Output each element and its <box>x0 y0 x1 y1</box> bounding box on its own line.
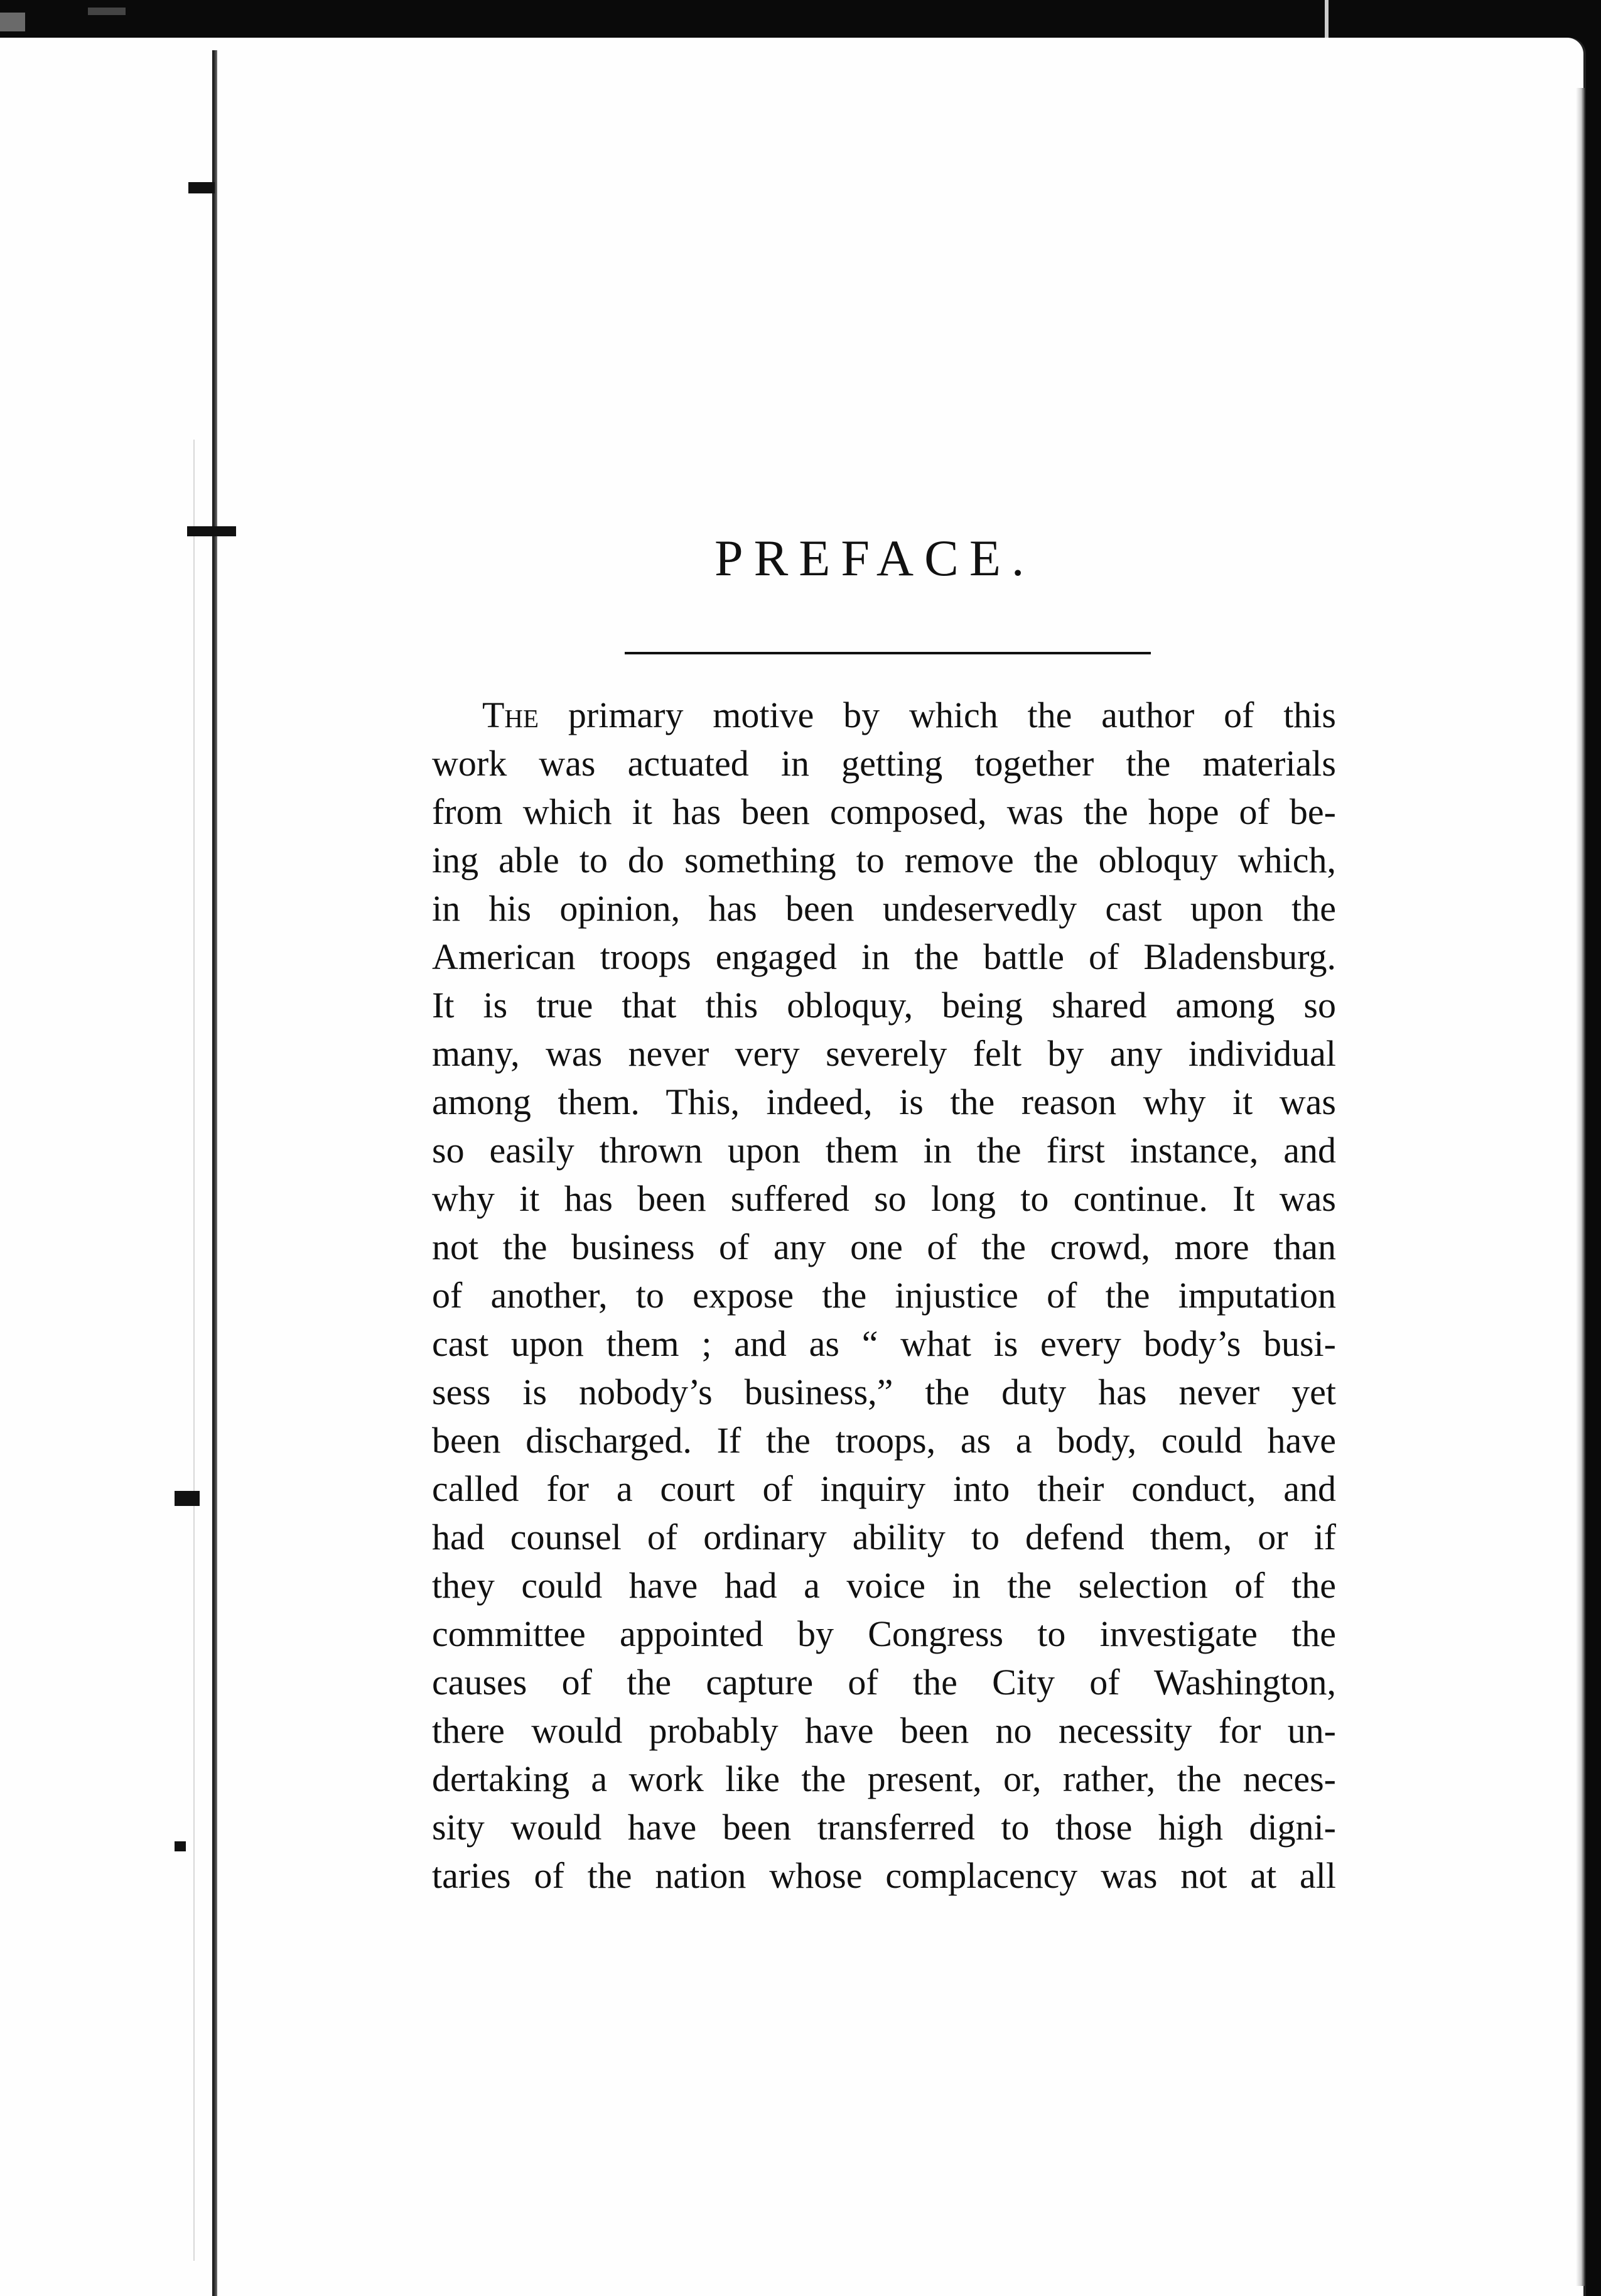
text-line: American troops engaged in the battle of Bladensburg. <box>432 936 1336 977</box>
text-line: causes of the capture of the City of Washington, <box>432 1662 1336 1703</box>
text-line: It is true that this obloquy, being shared among so <box>432 985 1336 1026</box>
text-line: from which it has been composed, was the hope of be- <box>432 791 1336 832</box>
page-edge-right <box>1576 88 1585 2286</box>
binding-gutter <box>212 50 217 2296</box>
text-line: so easily thrown upon them in the first instance, and <box>432 1130 1336 1171</box>
text-line: why it has been suffered so long to continue. It was <box>432 1178 1336 1219</box>
binding-mark <box>175 1841 186 1851</box>
text-line: committee appointed by Congress to investigate the <box>432 1613 1336 1654</box>
text-line: cast upon them ; and as “ what is every body’s busi- <box>432 1323 1336 1364</box>
text-line: among them. This, indeed, is the reason why it was <box>432 1081 1336 1122</box>
text-line: been discharged. If the troops, as a body, could have <box>432 1420 1336 1461</box>
drop-word: The <box>482 695 539 735</box>
binding-mark <box>175 1491 200 1506</box>
text-line: they could have had a voice in the selection of the <box>432 1565 1336 1606</box>
text-line: not the business of any one of the crowd, more than <box>432 1227 1336 1267</box>
text-line: sess is nobody’s business,” the duty has never yet <box>432 1372 1336 1412</box>
preface-body <box>432 691 1336 1900</box>
gutter-shadow <box>193 440 195 2261</box>
title-rule <box>625 652 1151 654</box>
text-line: of another, to expose the injustice of the imputation <box>432 1275 1336 1316</box>
text-line: had counsel of ordinary ability to defend them, or if <box>432 1517 1336 1557</box>
text-line: taries of the nation whose complacency was not at all <box>432 1855 1336 1896</box>
page-title: PREFACE. <box>714 529 1035 587</box>
text-line <box>432 691 1336 739</box>
text-line: in his opinion, has been undeservedly cast upon the <box>432 888 1336 929</box>
binding-mark <box>187 526 236 536</box>
text-line-rest: primary motive by which the author of this <box>539 695 1336 735</box>
binding-mark <box>188 182 215 193</box>
text-line: many, was never very severely felt by any individual <box>432 1033 1336 1074</box>
text-line: there would probably have been no necessity for un- <box>432 1710 1336 1751</box>
text-line: work was actuated in getting together the materials <box>432 743 1336 784</box>
text-line: dertaking a work like the present, or, rather, the neces- <box>432 1758 1336 1799</box>
text-line: sity would have been transferred to those high digni- <box>432 1807 1336 1848</box>
text-line: called for a court of inquiry into their conduct, and <box>432 1468 1336 1509</box>
text-line: ing able to do something to remove the obloquy which, <box>432 840 1336 880</box>
